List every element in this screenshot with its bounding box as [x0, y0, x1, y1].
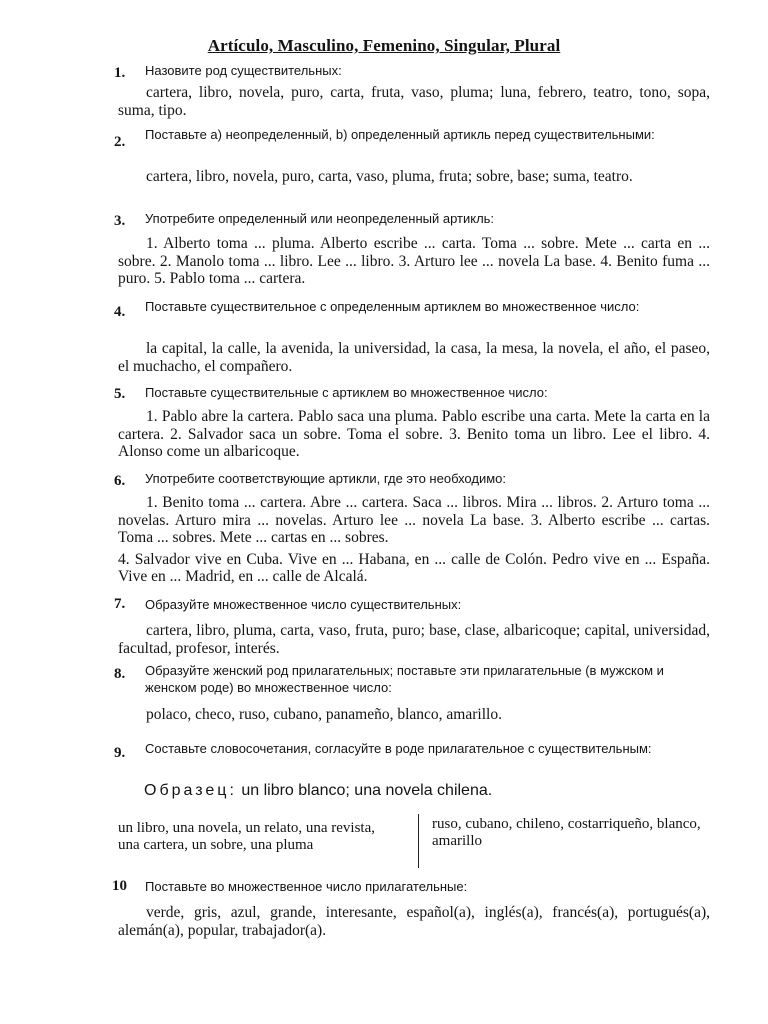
exercise-text: polaco, checo, ruso, cubano, panameño, blanco, amarillo. [146, 706, 502, 723]
column-divider [418, 814, 419, 868]
exercise-text: cartera, libro, pluma, carta, vaso, fruta, puro; base, clase, albaricoque; capital, universidad, facultad, profesor, interés. [118, 622, 710, 657]
exercise-number: 9. [114, 745, 126, 761]
exercise-body [118, 706, 710, 724]
exercise-body [118, 408, 710, 461]
exercise-number: 3. [114, 213, 126, 229]
exercise-text: la capital, la calle, la avenida, la universidad, la casa, la mesa, la novela, el año, el paseo, el muchacho, el compañero. [118, 340, 710, 375]
exercise-number: 5. [114, 386, 126, 402]
exercise-number: 2. [114, 134, 126, 150]
exercise-instruction: Назовите род существительных: [145, 63, 342, 78]
exercise-body [118, 235, 710, 288]
adjectives-column: ruso, cubano, chileno, costarriqueño, blanco, amarillo [432, 816, 701, 849]
exercise-number: 6. [114, 473, 126, 489]
exercise-instruction: Поставьте во множественное число прилагательные: [145, 879, 468, 894]
exercise-body [118, 168, 710, 186]
exercise-body [118, 84, 710, 119]
exercise-text: 1. Alberto toma ... pluma. Alberto escribe ... carta. Toma ... sobre. Mete ... carta en ... sobre. 2. Manolo toma ... libro. Lee ... libro. 3. Arturo lee ... novela La base. 4. Benito fuma ... puro. 5. Pablo toma ... cartera. [118, 235, 710, 287]
exercise-text: 1. Pablo abre la cartera. Pablo saca una pluma. Pablo escribe una carta. Mete la carta en la cartera. 2. Salvador saca un sobre. Toma el sobre. 3. Benito toma un libro. Lee el libro. 4. Alonso come un albaricoque. [118, 408, 710, 460]
exercise-text: cartera, libro, novela, puro, carta, vaso, pluma, fruta; sobre, base; suma, teatro. [146, 168, 633, 185]
nouns-column: un libro, una novela, un relato, una revista, una cartera, un sobre, una pluma [118, 820, 376, 853]
exercise-instruction: Употребите соответствующие артикли, где это необходимо: [145, 471, 507, 486]
exercise-instruction: Употребите определенный или неопределенный артикль: [145, 211, 495, 226]
exercise-number: 10 [112, 878, 127, 894]
exercise-number: 8. [114, 666, 126, 682]
exercise-instruction: Составьте словосочетания, согласуйте в роде прилагательное с существительным: [145, 741, 652, 756]
exercise-body [118, 494, 710, 586]
exercise-instruction: Поставьте существительное с определенным артиклем во множественное число: [145, 299, 640, 314]
exercise-body [118, 904, 710, 939]
sample-line [144, 782, 492, 800]
exercise-number: 7. [114, 596, 126, 612]
exercise-instruction: Поставьте существительные с артиклем во множественное число: [145, 385, 548, 400]
exercise-instruction: Образуйте множественное число существительных: [145, 597, 462, 612]
exercise-number: 4. [114, 304, 126, 320]
exercise-text: 1. Benito toma ... cartera. Abre ... cartera. Saca ... libros. Mira ... libros. 2. Arturo toma ... novelas. Arturo mira ... novelas. Arturo lee ... novela La base. 3. Alberto escribe ... cartas. Toma ... sobres. Mete ... cartas en ... sobres. [118, 494, 710, 546]
sample-label: Образец: [144, 782, 237, 799]
exercise-text: cartera, libro, novela, puro, carta, fruta, vaso, pluma; luna, febrero, teatro, tono, sopa, suma, tipo. [118, 84, 710, 119]
sample-text: un libro blanco; una novela chilena. [241, 782, 493, 799]
exercise-number: 1. [114, 65, 126, 81]
exercise-text: 4. Salvador vive en Cuba. Vive en ... Habana, en ... calle de Colón. Pedro vive en ... España. Vive en ... Madrid, en ... calle de Alcalá. [118, 550, 710, 585]
exercise-instruction: Образуйте женский род прилагательных; поставьте эти прилагательные (в мужском и женском роде) во множественное число: [145, 663, 664, 695]
exercise-body [118, 622, 710, 657]
page-title: Artículo, Masculino, Femenino, Singular, Plural [207, 36, 561, 55]
exercise-instruction: Поставьте а) неопределенный, b) определенный артикль перед существительными: [145, 127, 655, 142]
exercise-body [118, 340, 710, 375]
exercise-text: verde, gris, azul, grande, interesante, español(a), inglés(a), francés(a), portugués(a), alemán(a), popular, trabajador(a). [118, 904, 710, 939]
